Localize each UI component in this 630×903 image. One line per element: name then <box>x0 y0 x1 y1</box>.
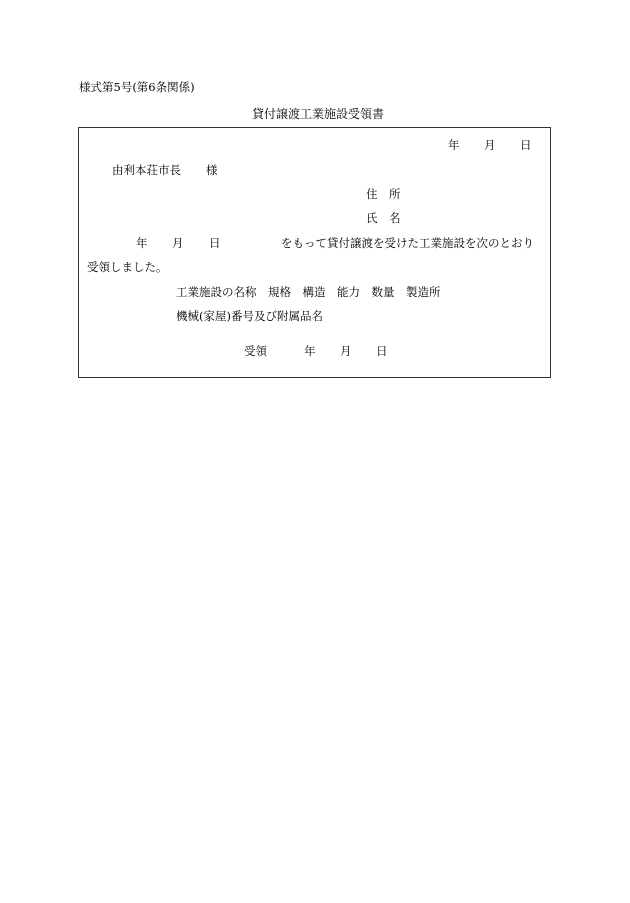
document-title: 貸付譲渡工業施設受領書 <box>252 107 385 121</box>
facility-line: 工業施設の名称 規格 構造 能力 数量 製造所 <box>176 285 441 299</box>
receipt-month: 月 <box>340 344 352 358</box>
machine-line: 機械(家屋)番号及び附属品名 <box>176 309 323 323</box>
body-date-year: 年 <box>136 236 148 250</box>
receipt-year: 年 <box>304 344 316 358</box>
body-date-day: 日 <box>209 236 221 250</box>
form-box <box>78 127 551 378</box>
addressee-honorific: 様 <box>206 163 218 177</box>
addressee-name: 由利本荘市長 <box>112 163 181 177</box>
body-text-line1: をもって貸付譲渡を受けた工業施設を次のとおり <box>281 236 534 250</box>
form-number: 様式第5号(第6条関係) <box>79 80 195 94</box>
body-text-line2: 受領しました。 <box>87 260 168 274</box>
date-day: 日 <box>520 138 532 152</box>
receipt-day: 日 <box>376 344 388 358</box>
receipt-label: 受領 <box>244 344 267 358</box>
date-month: 月 <box>484 138 496 152</box>
body-date-month: 月 <box>172 236 184 250</box>
address-label: 住 所 <box>366 187 401 201</box>
date-year: 年 <box>448 138 460 152</box>
name-label: 氏 名 <box>366 211 401 225</box>
